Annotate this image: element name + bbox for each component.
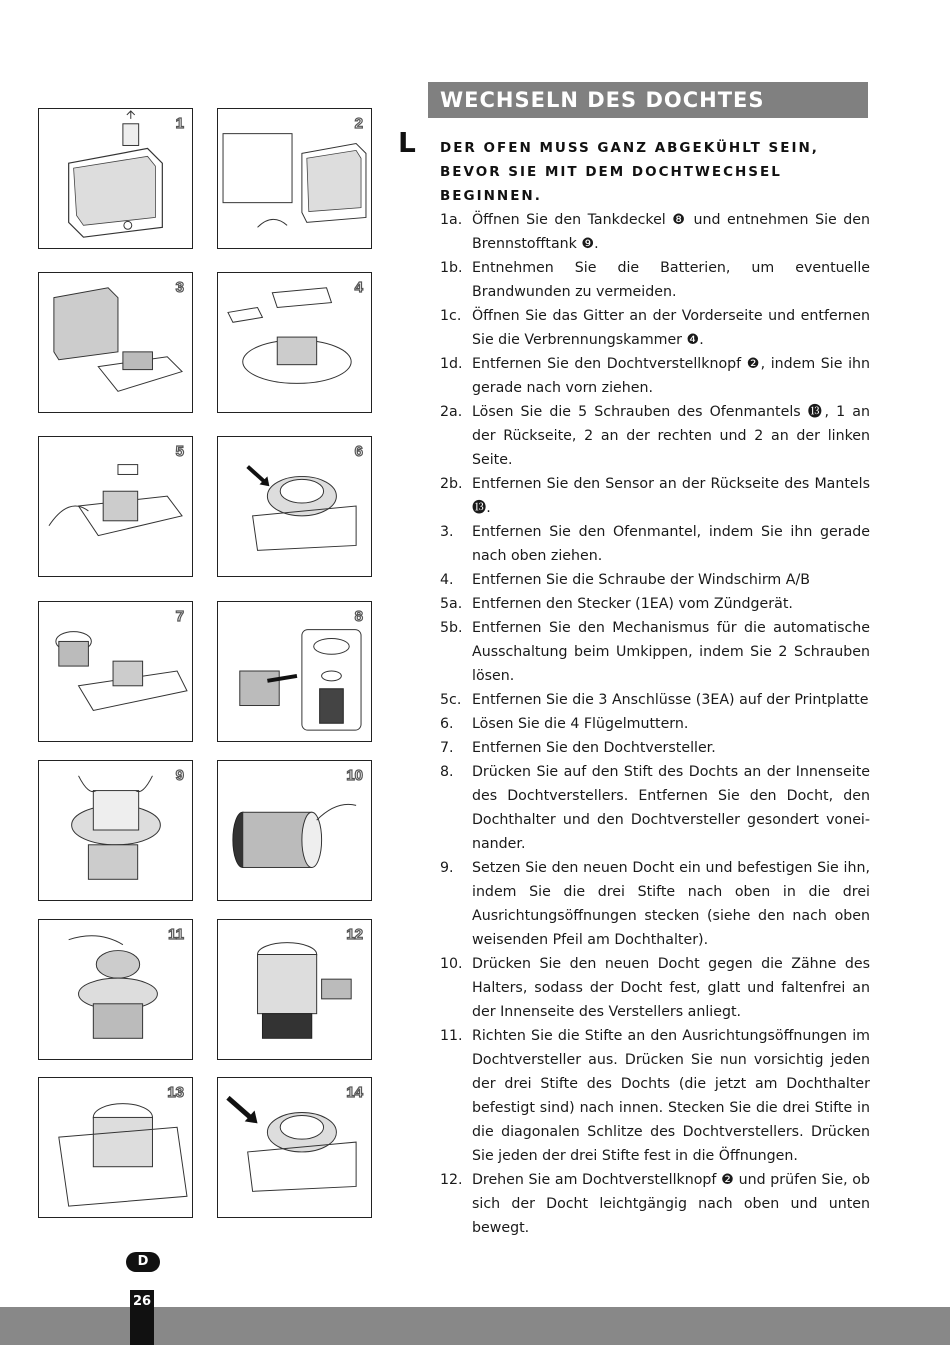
figure-11 [38,919,193,1060]
figure-number: 9 [175,767,184,784]
step-number: 6. [440,716,454,732]
wick-adjuster-removal-illustration [39,602,192,741]
instruction-list [440,208,870,1240]
figure-9 [38,760,193,901]
section-title: WECHSELN DES DOCHTES [428,82,868,118]
figure-5 [38,436,193,577]
instruction-step [440,472,870,520]
sensor-removal-illustration [39,437,192,576]
instruction-step [440,1168,870,1240]
section-marker: L [398,126,416,159]
step-number: 5c. [440,692,462,708]
step-text: Entfernen Sie den Dochtversteller. [472,740,716,756]
figure-number: 7 [175,608,184,625]
step-text: Entfernen Sie die 3 Anschlüsse (3EA) auf der Printplatte [472,692,869,708]
step-number: 11. [440,1028,463,1044]
instruction-step [440,256,870,304]
figure-3 [38,272,193,413]
windshield-removal-illustration [218,273,371,412]
warning-text: DER OFEN MUSS GANZ ABGEKÜHLT SEIN, BEVOR SIE MIT DEM DOCHTWECHSEL BEGINNEN. [440,140,819,204]
step-text: Entfernen Sie den Ofenmantel, indem Sie ihn gerade nach oben ziehen. [472,524,870,564]
step-number: 1c. [440,308,462,324]
figure-number: 12 [346,926,363,943]
step-number: 10. [440,956,463,972]
figure-7 [38,601,193,742]
step-number: 8. [440,764,454,780]
instruction-step [440,952,870,1024]
instruction-step [440,856,870,952]
figure-10 [217,760,372,901]
step-number: 5a. [440,596,463,612]
instruction-step [440,304,870,352]
step-text: Entfernen Sie den Mechanismus für die automatische Ausschaltung beim Umkippen, indem Sie 2 Schrauben lösen. [472,620,870,684]
step-text: Entfernen den Stecker (1EA) vom Zündgerät. [472,596,793,612]
figure-number: 13 [167,1084,184,1101]
step-number: 2a. [440,404,463,420]
step-text: Setzen Sie den neuen Docht ein und befestigen Sie ihn, indem Sie die drei Stifte nach oben in die drei Ausrichtungsöffnungen stecken (siehe den nach oben weisenden Pfeil am Dochthalter). [472,860,870,948]
step-number: 4. [440,572,454,588]
step-text: Öffnen Sie das Gitter an der Vorderseite und entfernen Sie die Verbrennungskammer ❹. [472,308,870,348]
step-number: 1d. [440,356,463,372]
step-text: Entfernen Sie den Dochtverstellknopf ❷, indem Sie ihn gerade nach vorn ziehen. [472,356,870,396]
figure-6 [217,436,372,577]
figure-number: 14 [346,1084,363,1101]
step-number: 3. [440,524,454,540]
figure-number: 6 [354,443,363,460]
step-text: Entnehmen Sie die Batterien, um eventuelle Brandwunden zu vermeiden. [472,260,870,300]
step-text: Drücken Sie auf den Stift des Dochts an der Innenseite des Dochtverstellers. Entfernen Sie den Docht, den Dochthalter und den Dochtversteller gesondert vonei-nander. [472,764,870,852]
figure-12 [217,919,372,1060]
figure-number: 8 [354,608,363,625]
instruction-step [440,520,870,568]
figure-2 [217,108,372,249]
step-text: Drücken Sie den neuen Docht gegen die Zähne des Halters, sodass der Docht fest, glatt und faltenfrei an der Innenseite des Verstellers anliegt. [472,956,870,1020]
step-text: Lösen Sie die 4 Flügelmuttern. [472,716,689,732]
instruction-step [440,1024,870,1168]
heater-tank-removal-illustration [39,109,192,248]
step-number: 5b. [440,620,463,636]
instruction-step [440,208,870,256]
new-wick-insertion-illustration [39,761,192,900]
page-number: 26 [130,1290,154,1345]
step-number: 12. [440,1172,463,1188]
step-number: 7. [440,740,454,756]
wick-parts-separation-illustration [218,602,371,741]
step-number: 1a. [440,212,463,228]
instruction-step [440,400,870,472]
instruction-step [440,616,870,688]
step-text: Öffnen Sie den Tankdeckel ❽ und entnehmen Sie den Brennstofftank ❾. [472,212,870,252]
step-text: Drehen Sie am Dochtverstellknopf ❷ und prüfen Sie, ob sich der Docht leichtgängig nach oben und unten bewegt. [472,1172,870,1236]
heater-grille-open-illustration [218,109,371,248]
figure-number: 1 [175,115,184,132]
step-text: Entfernen Sie den Sensor an der Rückseite des Mantels ⓭. [472,476,870,516]
figure-number: 2 [354,115,363,132]
step-number: 9. [440,860,454,876]
figure-number: 3 [175,279,184,296]
instruction-step [440,568,870,592]
instruction-step [440,760,870,856]
figure-8 [217,601,372,742]
instruction-step [440,688,870,712]
step-text: Lösen Sie die 5 Schrauben des Ofenmantels ⓭, 1 an der Rückseite, 2 an der rechten und 2 an der linken Seite. [472,404,870,468]
figure-1 [38,108,193,249]
figure-number: 10 [346,767,363,784]
figure-13 [38,1077,193,1218]
step-text: Entfernen Sie die Schraube der Windschirm A/B [472,572,810,588]
instruction-step [440,712,870,736]
step-text: Richten Sie die Stifte an den Ausrichtungsöffnungen im Dochtversteller aus. Drücken Sie nun vorsichtig jeden der drei Stifte des Dochts (die jetzt am Dochthalter befestigt sind) nach innen. Stecken Sie die drei Stifte in die diagonalen Schlitze des Dochtverstellers. Drücken Sie jeden der drei Stifte fest in die Öffnungen. [472,1028,870,1164]
heater-disassembly-illustration [39,273,192,412]
step-number: 1b. [440,260,463,276]
wing-nut-illustration [218,437,371,576]
language-badge: D [126,1252,160,1272]
figure-number: 4 [354,279,363,296]
instruction-step [440,352,870,400]
figure-number: 11 [168,926,184,943]
instruction-step [440,592,870,616]
figure-4 [217,272,372,413]
instruction-step [440,736,870,760]
step-number: 2b. [440,476,463,492]
figure-number: 5 [175,443,184,460]
figure-14 [217,1077,372,1218]
